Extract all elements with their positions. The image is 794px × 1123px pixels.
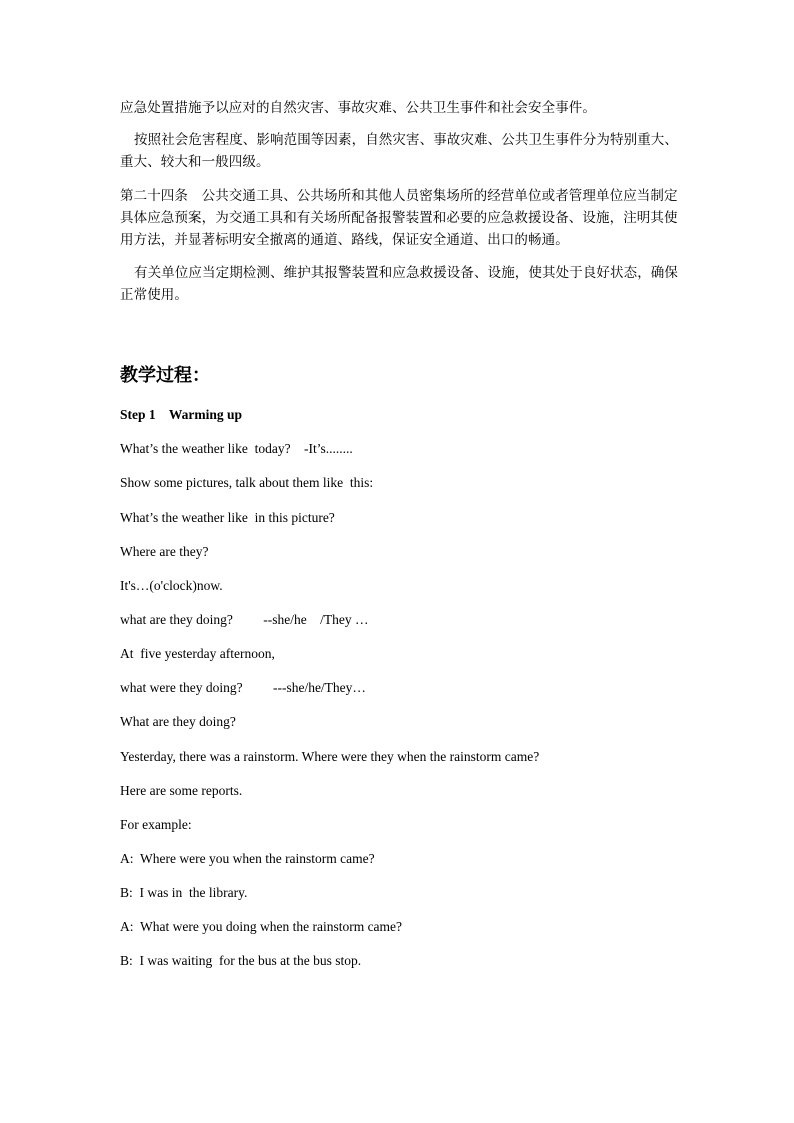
dialogue-line: B: I was waiting for the bus at the bus stop. [120, 953, 362, 968]
paragraph-emergency-events: 应急处置措施予以应对的自然灾害、事故灾难、公共卫生事件和社会安全事件。 [120, 100, 596, 116]
dialogue-line: What’s the weather like in this picture? [120, 510, 335, 525]
dialogue-line: A: What were you doing when the rainstorm came? [120, 919, 403, 934]
step-heading: Step 1 Warming up [120, 407, 243, 422]
dialogue-line: For example: [120, 817, 192, 832]
dialogue-line: Where are they? [120, 544, 209, 559]
section-title-teaching-process: 教学过程： [120, 365, 210, 386]
dialogue-line: It's…(o'clock)now. [120, 578, 223, 593]
dialogue-line: what were they doing? ---she/he/They… [120, 680, 366, 695]
paragraph-severity-levels: 按照社会危害程度、影响范围等因素，自然灾害、事故灾难、公共卫生事件分为特别重大、重大、较大和一般四级。 [120, 132, 678, 170]
paragraph-maintenance: 有关单位应当定期检测、维护其报警装置和应急救援设备、设施，使其处于良好状态，确保正常使用。 [120, 265, 678, 303]
dialogue-line: Here are some reports. [120, 783, 243, 798]
paragraph-article-24: 第二十四条 公共交通工具、公共场所和其他人员密集场所的经营单位或者管理单位应当制定具体应急预案，为交通工具和有关场所配备报警装置和必要的应急救援设备、设施，注明其使用方法，并显著标明安全撤离的通道、路线，保证安全通道、出口的畅通。 [120, 188, 678, 248]
dialogue-line: What’s the weather like today? -It’s........ [120, 441, 353, 456]
dialogue-line: Yesterday, there was a rainstorm. Where were they when the rainstorm came? [120, 749, 540, 764]
dialogue-line: what are they doing? --she/he /They … [120, 612, 369, 627]
dialogue-line: At five yesterday afternoon, [120, 646, 275, 661]
dialogue-line: Show some pictures, talk about them like this: [120, 475, 374, 490]
dialogue-line: A: Where were you when the rainstorm came? [120, 851, 375, 866]
dialogue-line: What are they doing? [120, 714, 236, 729]
dialogue-line: B: I was in the library. [120, 885, 248, 900]
